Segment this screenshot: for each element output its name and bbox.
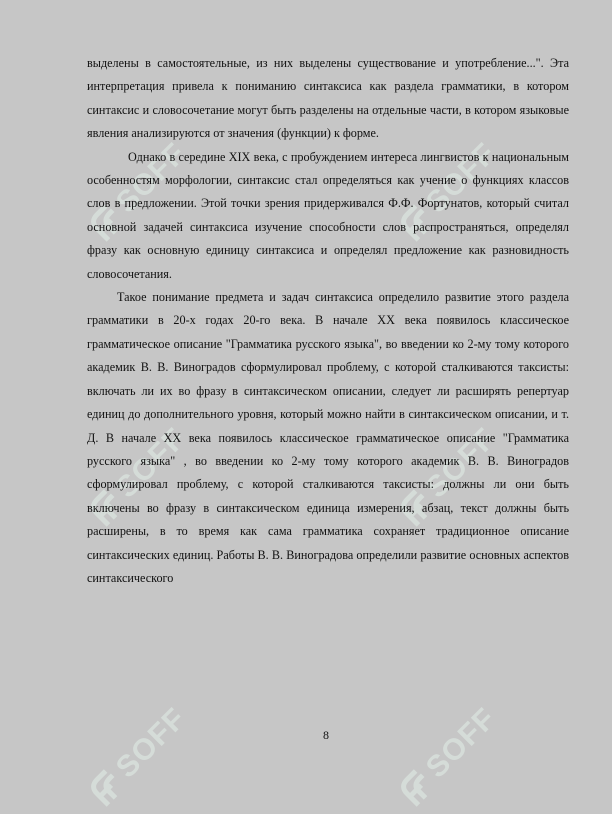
watermark-text: SOFF (419, 421, 503, 505)
page-number: 8 (323, 728, 329, 742)
watermark-text: SOFF (109, 701, 193, 785)
paragraph: Такое понимание предмета и задач синтаксиса определило развитие этого раздела грамматики в 20-х годах 20-го века. В начале XX века появилось классическое грамматическое описание "Грамматика русского языка", во введении ко 2-му тому которого академик В. В. Виноградов сформулировал проблему, с которой сталкиваются таксисты: включать ли их во фразу в синтаксическом описании, следует ли расширять репертуар единиц до дополнительного уровня, который можно найти в синтаксическом описании, и т. Д. В начале XX века появилось классическое грамматическое описание "Грамматика русского языка" , во введении ко 2-му тому которого академик В. В. Виноградов сформулировал проблему, с которой сталкиваются таксисты: должны ли они быть включены во фразу в синтаксическом единица измерения, абзац, текст должны быть расширены, в то время как сама грамматика сохраняет традиционное описание синтаксических единиц. Работы В. В. Виноградова определили развитие основных аспектов синтаксического (87, 290, 569, 585)
watermark-logo (81, 687, 208, 814)
paragraph: выделены в самостоятельные, из них выделены существование и употребление...". Эта интерпретация привела к пониманию синтаксиса как раздела грамматики, в котором синтаксис и словосочетание могут быть разделены на отдельные части, в котором языковые явления анализируются от значения (функции) к форме. (87, 56, 569, 141)
watermark-text: SOFF (419, 701, 503, 785)
soff-logo-icon (83, 764, 131, 812)
soff-logo-icon (393, 764, 441, 812)
watermark-text: SOFF (109, 136, 193, 220)
watermark-text: SOFF (419, 136, 503, 220)
watermark-logo (391, 687, 518, 814)
watermark-text: SOFF (109, 421, 193, 505)
paragraph: Однако в середине XIX века, с пробуждением интереса лингвистов к национальным особенностям морфологии, синтаксис стал определяться как учение о функциях классов слов в предложении. Этой точки зрения придерживался Ф.Ф. Фортунатов, который считал основной задачей синтаксиса изучение способности слов распространяться, определял фразу как основную единицу синтаксиса и определял предложение как разновидность словосочетания. (87, 149, 569, 281)
document-body (87, 52, 569, 590)
